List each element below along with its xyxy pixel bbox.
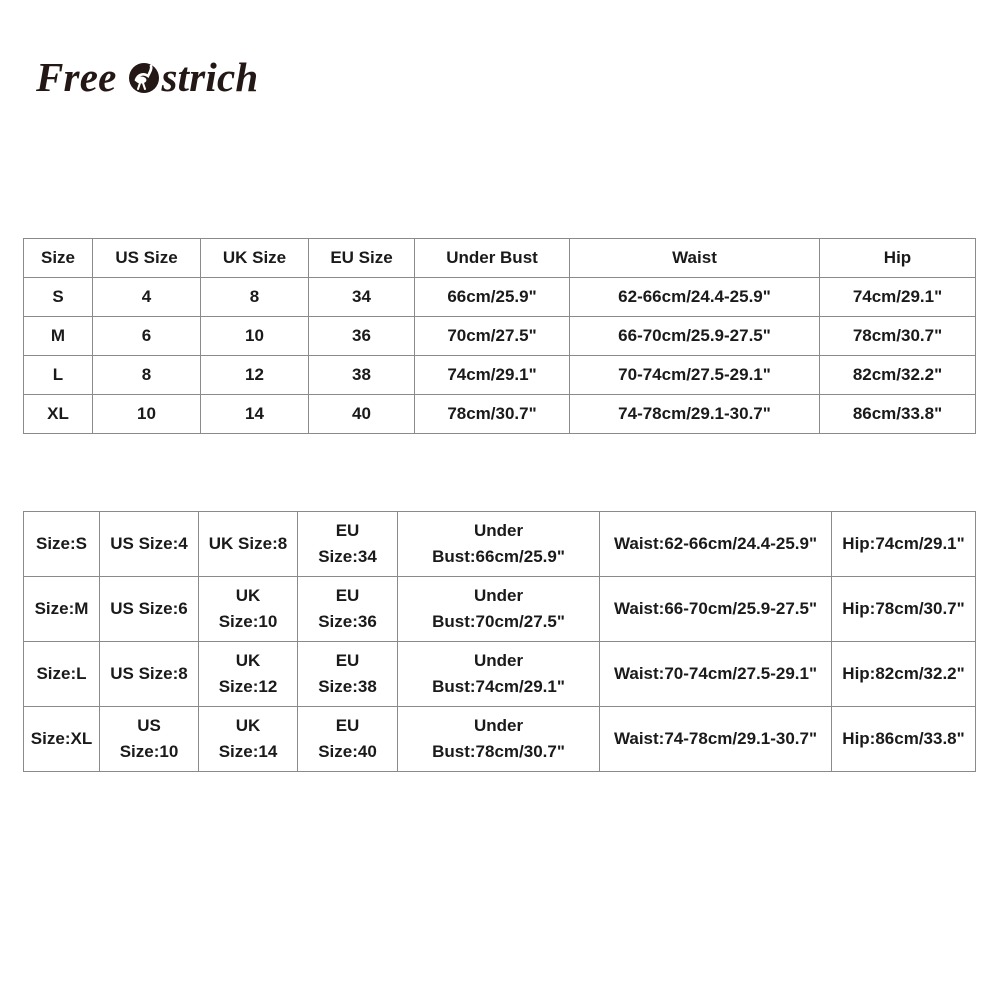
table-cell (100, 512, 199, 577)
header-cell: Size (24, 239, 93, 278)
table-cell (100, 707, 199, 772)
cell-line: Hip:86cm/33.8" (842, 729, 965, 748)
table-cell: 66cm/25.9" (415, 278, 570, 317)
table-cell (298, 642, 398, 707)
cell-line: Size:40 (318, 742, 377, 761)
cell-line: UK (235, 586, 261, 605)
table-cell (298, 577, 398, 642)
table-cell (398, 642, 600, 707)
table-cell: 86cm/33.8" (820, 395, 976, 434)
table-cell: 70cm/27.5" (415, 317, 570, 356)
cell-line: Size:S (35, 534, 88, 553)
cell-line: UK (235, 651, 261, 670)
cell-line: Hip:82cm/32.2" (842, 664, 965, 683)
table-cell: M (24, 317, 93, 356)
table-cell: 34 (309, 278, 415, 317)
table-cell: 8 (93, 356, 201, 395)
table-cell: 82cm/32.2" (820, 356, 976, 395)
cell-line: Hip:74cm/29.1" (842, 534, 965, 553)
cell-line: Hip:78cm/30.7" (842, 599, 965, 618)
table-cell (199, 707, 298, 772)
header-cell: Hip (820, 239, 976, 278)
table-cell: 8 (201, 278, 309, 317)
header-cell: US Size (93, 239, 201, 278)
table-cell (832, 577, 976, 642)
table-cell: 36 (309, 317, 415, 356)
table-cell (600, 512, 832, 577)
cell-line: Size:36 (318, 612, 377, 631)
cell-line: Size:12 (218, 677, 278, 696)
table-cell (398, 512, 600, 577)
cell-line: Under (473, 521, 524, 540)
table-cell (398, 707, 600, 772)
table-row (24, 707, 976, 772)
table-cell (600, 707, 832, 772)
header-cell: UK Size (201, 239, 309, 278)
cell-line: Size:L (36, 664, 87, 683)
cell-line: Size:M (34, 599, 89, 618)
table-cell: 10 (201, 317, 309, 356)
table-cell (199, 642, 298, 707)
header-cell: Under Bust (415, 239, 570, 278)
cell-line: US Size:4 (110, 534, 188, 553)
cell-line: EU (335, 651, 360, 670)
cell-line: Size:10 (218, 612, 278, 631)
table-cell: 74cm/29.1" (820, 278, 976, 317)
table-cell (199, 512, 298, 577)
table-cell (24, 512, 100, 577)
table-cell (199, 577, 298, 642)
cell-line: Bust:70cm/27.5" (432, 612, 565, 631)
cell-line: US Size:6 (110, 599, 188, 618)
cell-line: Waist:70-74cm/27.5-29.1" (613, 664, 818, 683)
cell-line: Waist:74-78cm/29.1-30.7" (613, 729, 818, 748)
table-row (24, 395, 976, 434)
cell-line: Waist:66-70cm/25.9-27.5" (613, 599, 818, 618)
table-cell (832, 707, 976, 772)
cell-line: US Size:8 (110, 664, 188, 683)
table-row (24, 577, 976, 642)
brand-name-part2: strich (161, 54, 259, 100)
table-cell: XL (24, 395, 93, 434)
brand-logo (36, 52, 258, 102)
cell-line: EU (335, 586, 360, 605)
table-cell (24, 642, 100, 707)
cell-line: Size:10 (119, 742, 179, 761)
table-cell (600, 642, 832, 707)
cell-line: US (137, 716, 161, 735)
size-chart-table-1 (23, 238, 976, 434)
cell-line: Bust:78cm/30.7" (432, 742, 565, 761)
table-cell: 70-74cm/27.5-29.1" (570, 356, 820, 395)
table-cell: 62-66cm/24.4-25.9" (570, 278, 820, 317)
cell-line: Under (473, 716, 524, 735)
table-row (24, 317, 976, 356)
table-cell: 40 (309, 395, 415, 434)
table-row (24, 278, 976, 317)
table-cell: 6 (93, 317, 201, 356)
table-cell: 38 (309, 356, 415, 395)
cell-line: Size:38 (318, 677, 377, 696)
table-cell: 12 (201, 356, 309, 395)
brand-name-part1: Free (36, 54, 117, 100)
table-cell (832, 512, 976, 577)
table-cell (298, 707, 398, 772)
table-cell (24, 577, 100, 642)
table-cell: 78cm/30.7" (415, 395, 570, 434)
cell-line: Bust:66cm/25.9" (432, 547, 565, 566)
cell-line: Under (473, 586, 524, 605)
size-chart-table-2 (23, 511, 976, 772)
header-cell: EU Size (309, 239, 415, 278)
table-cell (398, 577, 600, 642)
table-cell (600, 577, 832, 642)
table-cell: 74-78cm/29.1-30.7" (570, 395, 820, 434)
cell-line: UK (235, 716, 261, 735)
table-cell: 66-70cm/25.9-27.5" (570, 317, 820, 356)
table-row (24, 642, 976, 707)
table-cell (24, 707, 100, 772)
table-cell: 4 (93, 278, 201, 317)
table-row (24, 356, 976, 395)
table-cell: S (24, 278, 93, 317)
table-cell: 10 (93, 395, 201, 434)
cell-line: Size:XL (30, 729, 93, 748)
cell-line: Size:34 (318, 547, 377, 566)
table-cell (100, 642, 199, 707)
table-cell (298, 512, 398, 577)
table-cell: 14 (201, 395, 309, 434)
table-cell (100, 577, 199, 642)
table-cell (832, 642, 976, 707)
cell-line: Bust:74cm/29.1" (432, 677, 565, 696)
cell-line: EU (335, 716, 360, 735)
cell-line: EU (335, 521, 360, 540)
cell-line: Under (473, 651, 524, 670)
cell-line: UK Size:8 (208, 534, 288, 553)
table-header-row (24, 239, 976, 278)
table-cell: 78cm/30.7" (820, 317, 976, 356)
table-row (24, 512, 976, 577)
cell-line: Size:14 (218, 742, 278, 761)
table-cell: 74cm/29.1" (415, 356, 570, 395)
cell-line: Waist:62-66cm/24.4-25.9" (613, 534, 818, 553)
header-cell: Waist (570, 239, 820, 278)
table-cell: L (24, 356, 93, 395)
ostrich-circle-icon (127, 60, 161, 94)
